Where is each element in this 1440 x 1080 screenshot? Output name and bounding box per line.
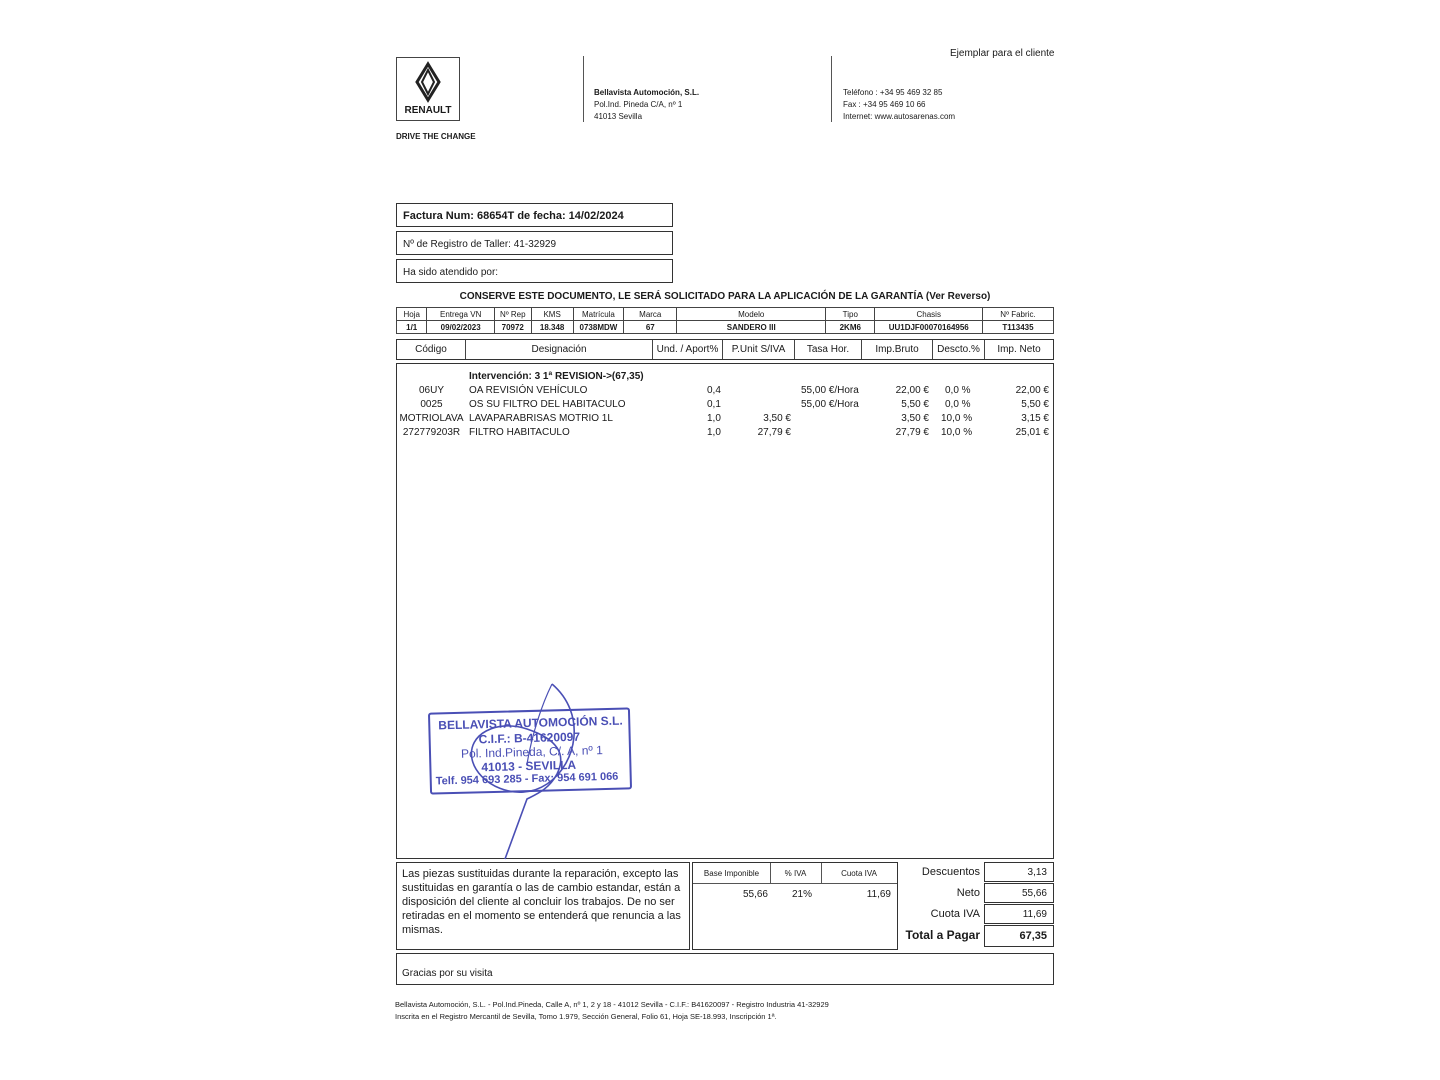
vehicle-header-cell: KMS [531,308,573,321]
line-gross: 22,00 € [895,385,929,396]
attended-box [396,259,673,283]
col-punit: P.Unit S/IVA [723,340,795,359]
header-divider-1 [583,56,584,122]
contact-block [843,87,955,123]
cuota-box [984,904,1054,924]
descuentos-value: 3,13 [1027,867,1047,878]
line-gross: 5,50 € [901,399,929,410]
neto-value: 55,66 [1021,888,1047,899]
vehicle-value-cell: 2KM6 [826,321,875,334]
handwritten-signature [457,674,597,864]
stamp-line-4: 41013 - SEVILLA [481,757,577,775]
descuentos-label: Descuentos [921,866,980,878]
neto-box [984,883,1054,903]
vehicle-header-cell: Matrícula [573,308,623,321]
line-desc: OA REVISIÓN VEHÍCULO [469,385,588,396]
line-code: 272779203R [402,427,461,438]
vehicle-header-cell: Modelo [677,308,826,321]
col-neto: Imp. Neto [997,344,1041,355]
tax-pct-value: 21% [792,889,813,900]
legal-footer [395,999,829,1023]
col-bruto: Imp.Bruto [862,340,933,359]
line-desc: FILTRO HABITACULO [469,427,570,438]
company-address-2: 41013 Sevilla [594,112,643,121]
contact-internet: Internet: www.autosarenas.com [843,112,956,121]
total-box [984,925,1054,947]
line-gross: 27,79 € [895,427,929,438]
vehicle-header-cell: Entrega VN [427,308,495,321]
line-rate: 55,00 €/Hora [801,385,859,396]
vehicle-header-cell: Chasis [875,308,982,321]
line-unit: 3,50 € [763,413,791,424]
legal-line-2: Inscrita en el Registro Mercantil de Sevilla, Tomo 1.979, Sección General, Folio 61, Hoja SE-18.993, Inscripción 1ª. [395,1012,777,1021]
line-desc: LAVAPARABRISAS MOTRIO 1L [469,413,613,424]
line-unit: 27,79 € [757,427,791,438]
renault-logo [396,57,460,121]
vehicle-header-cell: Tipo [826,308,875,321]
vehicle-value-cell: T113435 [982,321,1053,334]
line-code: 06UY [418,385,444,396]
invoice-number: Factura Num: 68654T de fecha: 14/02/2024 [403,210,624,222]
invoice-number-box [396,203,673,227]
thanks-text: Gracias por su visita [402,968,493,979]
slogan: DRIVE THE CHANGE [396,132,476,141]
vehicle-value-cell: 09/02/2023 [427,321,495,334]
thanks-box [396,953,1054,985]
registry-box [396,231,673,255]
line-net: 5,50 € [1021,399,1049,410]
vehicle-header-cell: Marca [624,308,677,321]
vehicle-header-cell: Nº Fabric. [982,308,1053,321]
col-tasa: Tasa Hor. [795,340,862,359]
vehicle-header-row [397,308,1054,321]
col-designacion: Designación [466,340,653,359]
stamp-line-1: BELLAVISTA AUTOMOCIÓN S.L. [438,713,623,733]
contact-fax: Fax : +34 95 469 10 66 [843,100,926,109]
lines-header [396,339,1054,360]
vehicle-value-cell: 70972 [494,321,531,334]
line-disc: 10,0 % [941,427,973,438]
company-name: Bellavista Automoción, S.L. [594,88,700,97]
line-disc: 0,0 % [945,385,971,396]
warranty-notice: CONSERVE ESTE DOCUMENTO, LE SERÁ SOLICITADO PARA LA APLICACIÓN DE LA GARANTÍA (Ver Reverso) [459,291,991,302]
vehicle-value-cell: 1/1 [397,321,427,334]
stamp-line-2: C.I.F.: B-41620097 [478,729,581,747]
line-disc: 10,0 % [941,413,973,424]
line-rate: 55,00 €/Hora [801,399,859,410]
registry-number: Nº de Registro de Taller: 41-32929 [403,239,557,250]
footer-note: Las piezas sustituidas durante la reparación, excepto las sustituidas en garantía o las de cambio estandar, están a disposición del cliente al concluir los trabajos. De no ser retiradas en el momento se entenderá que renuncia a las mismas. [402,868,681,936]
brand-name: RENAULT [404,105,452,116]
line-disc: 0,0 % [945,399,971,410]
table-row [397,427,1053,441]
intervention-title: Intervención: 3 1ª REVISION->(67,35) [469,371,644,382]
total-value: 67,35 [1019,930,1047,942]
tax-quota-value: 11,69 [866,889,891,900]
line-net: 22,00 € [1015,385,1049,396]
line-gross: 3,50 € [901,413,929,424]
footer-note-box [396,862,690,950]
vehicle-value-cell: 0738MDW [573,321,623,334]
vehicle-value-row [397,321,1054,334]
stamp-line-5: Telf. 954 693 285 - Fax: 954 691 066 [435,770,619,788]
vehicle-value-cell: SANDERO III [677,321,826,334]
line-code: 0025 [420,399,443,410]
line-qty: 1,0 [707,413,721,424]
lines-body [396,363,1054,859]
line-qty: 0,1 [707,399,721,410]
attended-by: Ha sido atendido por: [403,267,499,278]
vehicle-value-cell: UU1DJF00070164956 [875,321,982,334]
line-net: 3,15 € [1021,413,1049,424]
contact-phone: Teléfono : +34 95 469 32 85 [843,88,943,97]
table-row [397,399,1053,413]
line-desc: OS SU FILTRO DEL HABITACULO [469,399,626,410]
tax-base-label: Base Imponible [703,869,760,878]
vehicle-header-cell: Hoja [397,308,427,321]
vehicle-value-cell: 67 [624,321,677,334]
company-block [594,87,699,123]
tax-divider [693,883,897,884]
line-qty: 0,4 [707,385,721,396]
line-qty: 1,0 [707,427,721,438]
tax-base-value: 55,66 [742,889,768,900]
descuentos-box [984,862,1054,882]
col-codigo: Código [397,340,466,359]
col-und: Und. / Aport% [653,340,723,359]
neto-label: Neto [956,887,980,899]
tax-quota-label: Cuota IVA [841,869,877,878]
table-row [397,385,1053,399]
legal-line-1: Bellavista Automoción, S.L. - Pol.Ind.Pineda, Calle A, nº 1, 2 y 18 - 41012 Sevilla - C.I.F.: B41620097 - Registro Industria 41-32929 [395,1000,829,1009]
header-divider-2 [831,56,832,122]
stamp-line-3: Pol. Ind.Pineda, C/. A, nº 1 [460,743,603,761]
vehicle-table [396,307,1054,334]
table-row [397,413,1053,427]
tax-box [692,862,898,950]
col-descto: Descto.% [933,340,985,359]
copy-label: Ejemplar para el cliente [950,48,1055,59]
tax-pct-label: % IVA [784,869,807,878]
vehicle-value-cell: 18.348 [531,321,573,334]
company-address-1: Pol.Ind. Pineda C/A, nº 1 [594,100,683,109]
vehicle-header-cell: Nº Rep [494,308,531,321]
line-net: 25,01 € [1015,427,1049,438]
cuota-label: Cuota IVA [930,908,980,920]
cuota-value: 11,69 [1022,909,1047,920]
total-label: Total a Pagar [905,928,980,942]
line-code: MOTRIOLAVA [399,413,464,424]
